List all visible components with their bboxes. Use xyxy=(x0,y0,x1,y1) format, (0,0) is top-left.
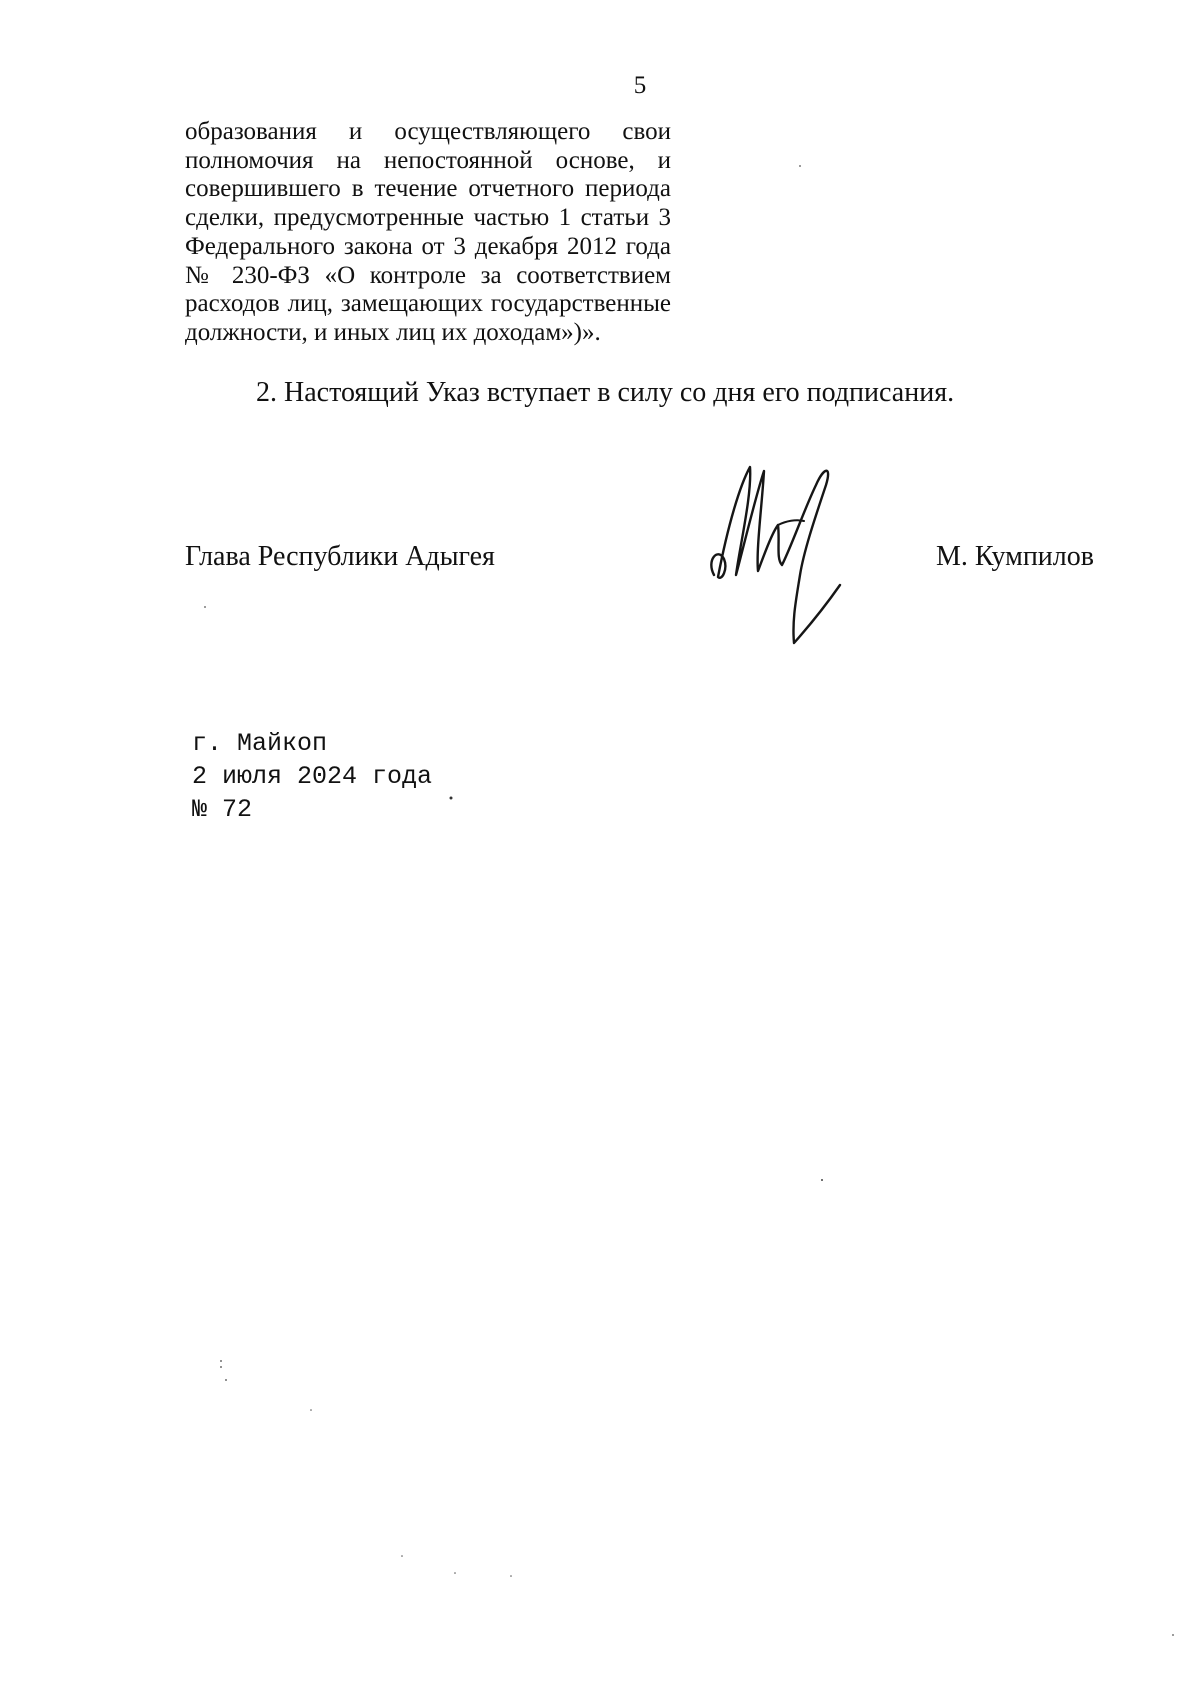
body-line: совершившего в течение отчетного периода xyxy=(185,175,671,203)
footer-date: 2 июля 2024 года xyxy=(192,762,433,791)
body-line: образования и осуществляющего свои xyxy=(185,118,671,145)
body-line: расходов лиц, замещающих государственные xyxy=(185,290,671,318)
body-line: № 230-ФЗ «О контроле за соответствием xyxy=(185,261,671,289)
page-number: 5 xyxy=(633,72,647,99)
signer-name: М. Кумпилов xyxy=(936,541,1094,572)
body-line: сделки, предусмотренные частью 1 статьи 3 xyxy=(185,204,671,232)
document-footer xyxy=(192,727,432,826)
body-line: полномочия на непостоянной основе, и xyxy=(185,146,671,174)
footer-number: № 72 xyxy=(192,795,253,824)
handwritten-signature xyxy=(700,455,860,655)
clause-2: 2. Настоящий Указ вступает в силу со дня его подписания. xyxy=(256,377,955,408)
body-line: Федерального закона от 3 декабря 2012 года xyxy=(185,232,671,260)
footer-city: г. Майкоп xyxy=(192,729,328,758)
body-line: должности, и иных лиц их доходам»)». xyxy=(185,318,601,346)
signer-title: Глава Республики Адыгея xyxy=(185,541,495,572)
body-paragraph xyxy=(185,118,671,348)
